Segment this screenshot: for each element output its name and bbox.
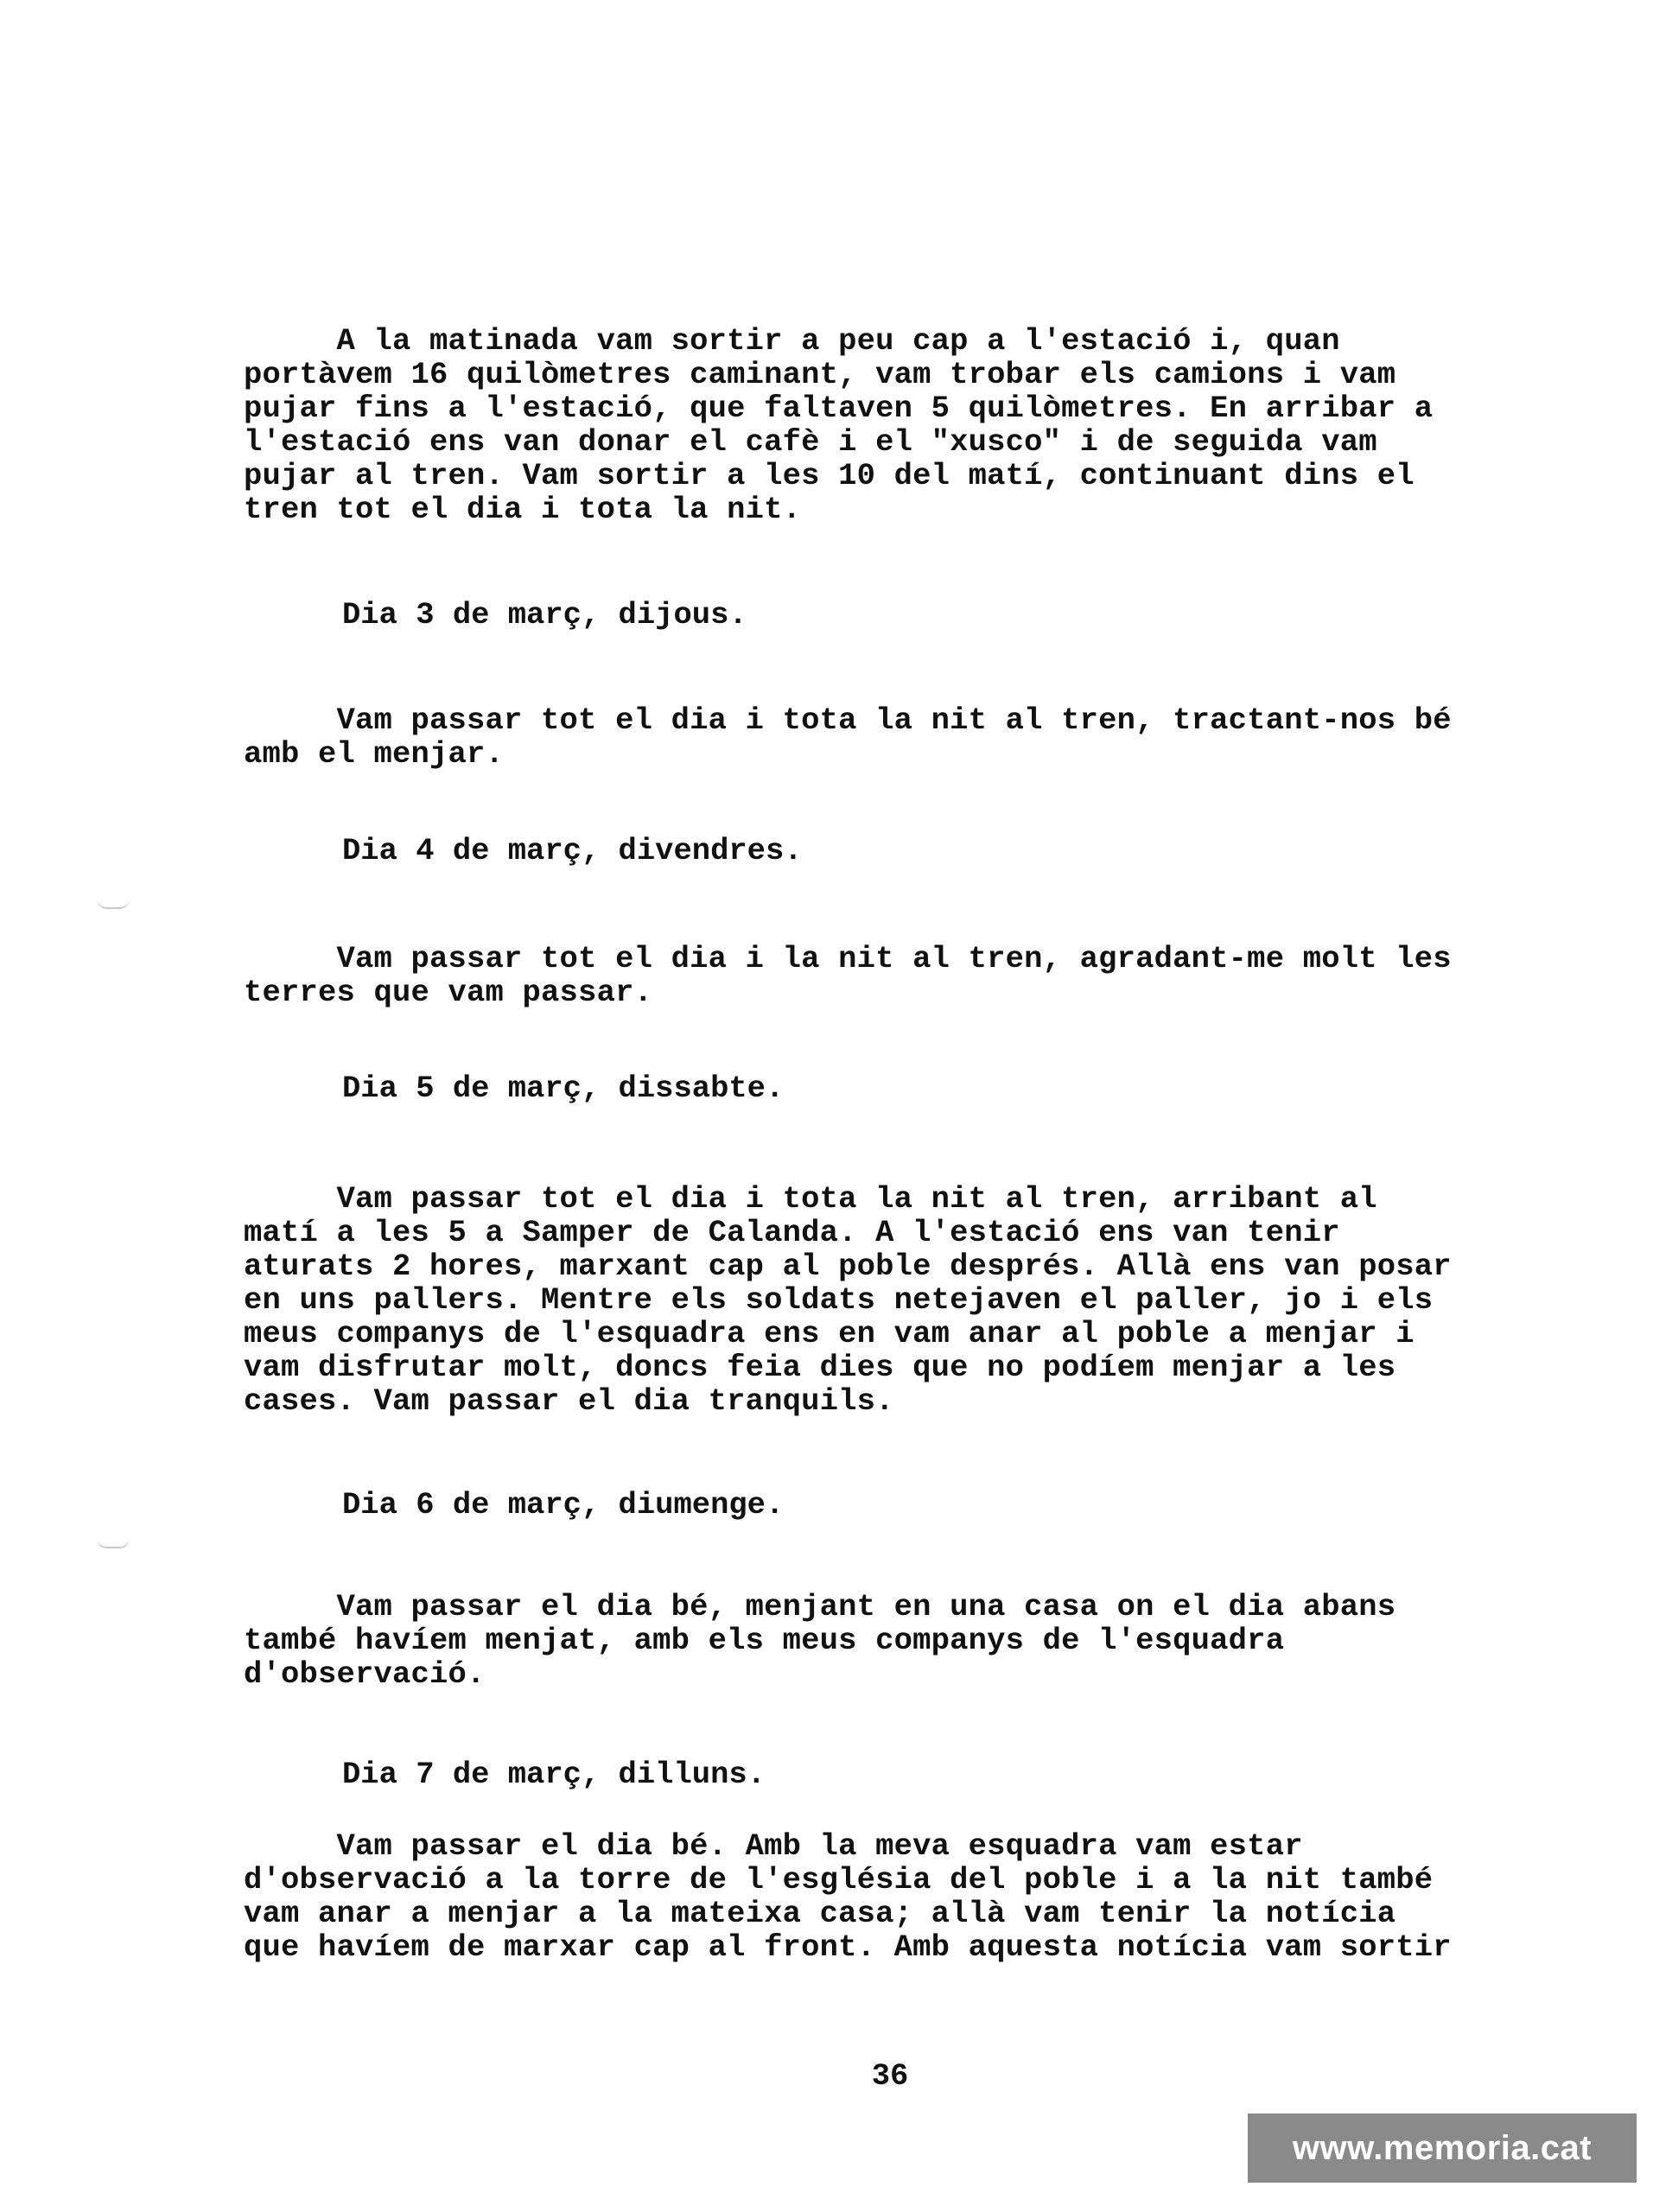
scan-artifact-mark bbox=[97, 1538, 130, 1548]
paragraph-4-line-2: matí a les 5 a Samper de Calanda. A l'estació ens van tenir bbox=[244, 1215, 1340, 1250]
paragraph-2-line-2: amb el menjar. bbox=[244, 736, 505, 772]
diary-date-heading-5: Dia 7 de març, dilluns. bbox=[342, 1757, 766, 1792]
diary-date-heading-3: Dia 5 de març, dissabte. bbox=[342, 1071, 785, 1106]
paragraph-1-line-4: l'estació ens van donar el cafè i el "xusco" i de seguida vam bbox=[244, 424, 1377, 460]
paragraph-1-line-3: pujar fins a l'estació, que faltaven 5 quilòmetres. En arribar a bbox=[244, 391, 1434, 426]
paragraph-5-line-2: també havíem menjat, amb els meus companys de l'esquadra bbox=[244, 1623, 1285, 1658]
paragraph-2 bbox=[244, 703, 1566, 771]
paragraph-4-line-6: vam disfrutar molt, doncs feia dies que no podíem menjar a les bbox=[244, 1350, 1396, 1385]
paragraph-5 bbox=[244, 1590, 1566, 1691]
paragraph-3 bbox=[244, 942, 1566, 1009]
diary-date-heading-2: Dia 4 de març, divendres. bbox=[342, 833, 803, 868]
scan-artifact-mark bbox=[97, 899, 130, 909]
paragraph-2-line-1: Vam passar tot el dia i tota la nit al tren, tractant-nos bé bbox=[244, 702, 1452, 738]
diary-date-heading-4: Dia 6 de març, diumenge. bbox=[342, 1487, 785, 1522]
paragraph-4-line-7: cases. Vam passar el dia tranquils. bbox=[244, 1383, 894, 1419]
paragraph-5-line-1: Vam passar el dia bé, menjant en una casa on el dia abans bbox=[244, 1589, 1396, 1624]
paragraph-4-line-3: aturats 2 hores, marxant cap al poble després. Allà ens van posar bbox=[244, 1249, 1452, 1284]
paragraph-5-line-3: d'observació. bbox=[244, 1656, 486, 1692]
paragraph-1-line-2: portàvem 16 quilòmetres caminant, vam trobar els camions i vam bbox=[244, 357, 1396, 392]
page-number: 36 bbox=[871, 2058, 909, 2094]
watermark-logo: www.memoria.cat bbox=[1248, 2113, 1637, 2183]
diary-date-heading-1: Dia 3 de març, dijous. bbox=[342, 597, 747, 632]
paragraph-4 bbox=[244, 1182, 1566, 1418]
paragraph-1 bbox=[244, 324, 1566, 526]
paragraph-6-line-3: vam anar a menjar a la mateixa casa; allà vam tenir la notícia bbox=[244, 1896, 1396, 1931]
paragraph-4-line-1: Vam passar tot el dia i tota la nit al tren, arribant al bbox=[244, 1181, 1377, 1217]
paragraph-3-line-1: Vam passar tot el dia i la nit al tren, agradant-me molt les bbox=[244, 941, 1452, 976]
paragraph-1-line-5: pujar al tren. Vam sortir a les 10 del matí, continuant dins el bbox=[244, 458, 1415, 493]
paragraph-6-line-1: Vam passar el dia bé. Amb la meva esquadra vam estar bbox=[244, 1828, 1303, 1864]
paragraph-6 bbox=[244, 1829, 1566, 1964]
paragraph-6-line-2: d'observació a la torre de l'església del poble i a la nit també bbox=[244, 1862, 1434, 1897]
paragraph-1-line-6: tren tot el dia i tota la nit. bbox=[244, 492, 802, 527]
paragraph-4-line-5: meus companys de l'esquadra ens en vam anar al poble a menjar i bbox=[244, 1316, 1415, 1351]
paragraph-3-line-2: terres que vam passar. bbox=[244, 975, 653, 1010]
paragraph-6-line-4: que havíem de marxar cap al front. Amb aquesta notícia vam sortir bbox=[244, 1929, 1452, 1965]
paragraph-1-line-1: A la matinada vam sortir a peu cap a l'estació i, quan bbox=[244, 323, 1340, 359]
paragraph-4-line-4: en uns pallers. Mentre els soldats netejaven el paller, jo i els bbox=[244, 1282, 1434, 1318]
